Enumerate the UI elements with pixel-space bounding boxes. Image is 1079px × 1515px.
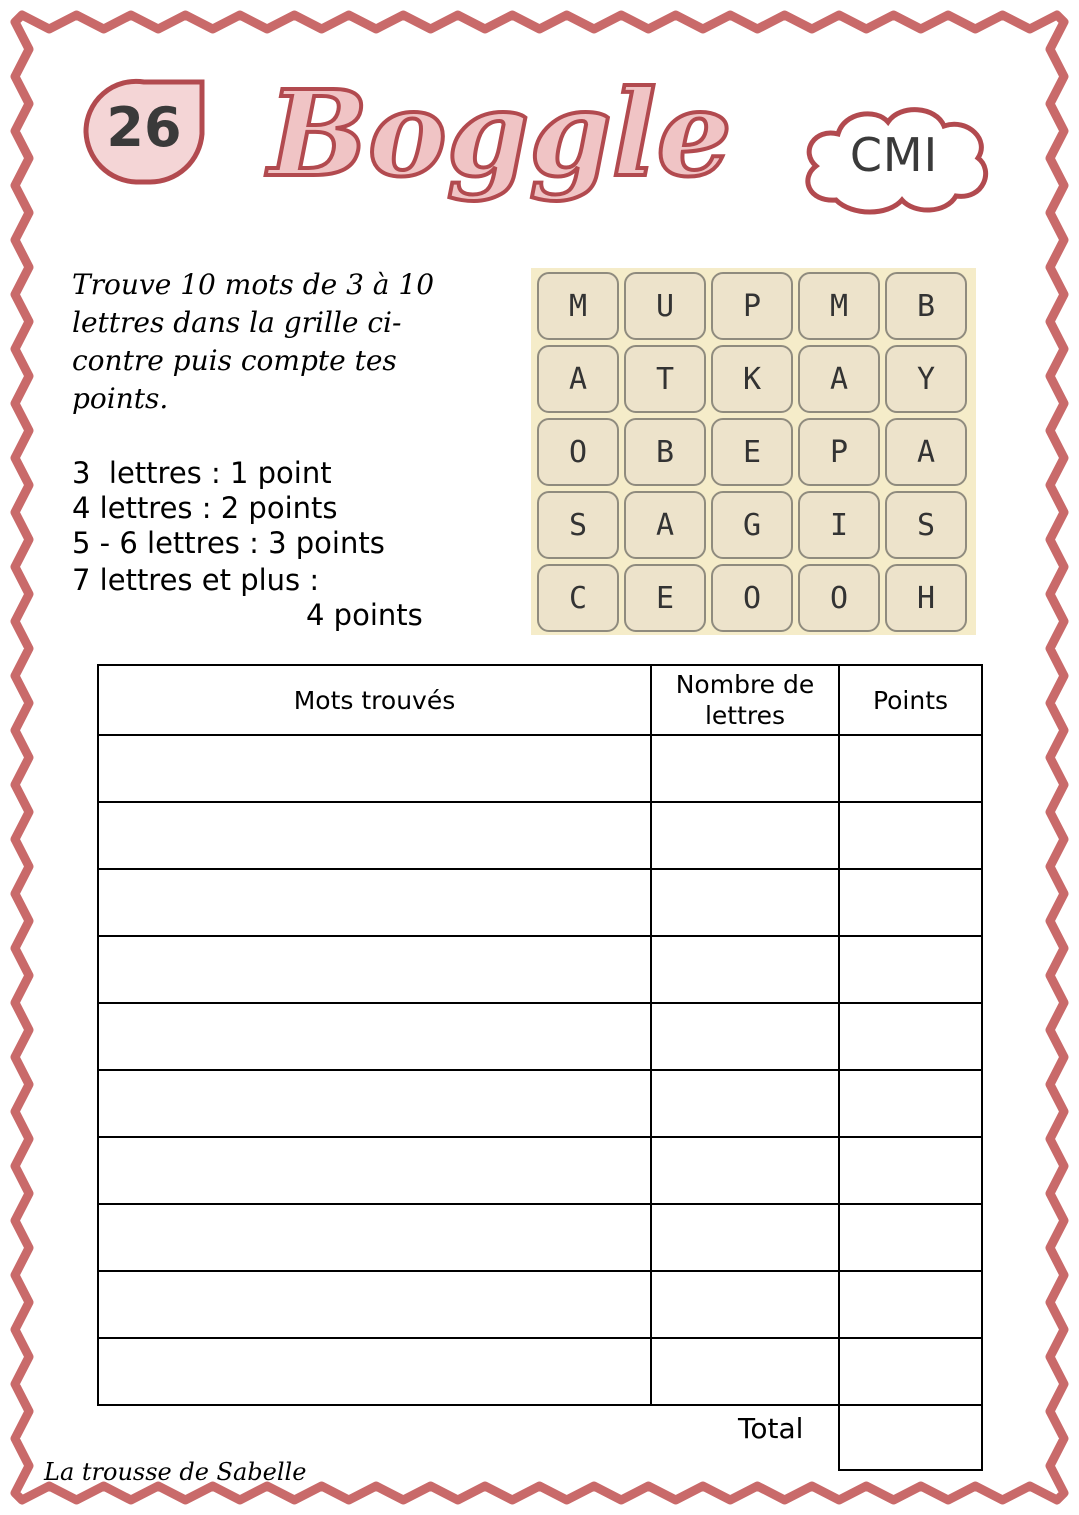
level-label: CMI [849,128,939,182]
letter-tile: I [798,491,880,559]
letter-count-cell[interactable] [651,1338,839,1405]
letter-tile: O [711,564,793,632]
points-cell[interactable] [839,869,982,936]
letter-tile: E [624,564,706,632]
header-letter-count-line2: lettres [704,701,786,730]
table-row [98,1204,982,1271]
badge-number: 26 [106,96,182,159]
letter-count-cell[interactable] [651,735,839,802]
word-cell[interactable] [98,1204,651,1271]
letter-count-cell[interactable] [651,936,839,1003]
letter-tile: G [711,491,793,559]
word-cell[interactable] [98,1338,651,1405]
boggle-title [260,55,740,225]
letter-count-cell[interactable] [651,1070,839,1137]
table-row [98,1070,982,1137]
table-row [98,936,982,1003]
letter-tile: T [624,345,706,413]
letter-tile: A [624,491,706,559]
points-cell[interactable] [839,1003,982,1070]
letter-tile: B [885,272,967,340]
table-row [98,1338,982,1405]
scoring-rule: 4 lettres : 2 points [72,491,338,525]
table-row [98,869,982,936]
points-cell[interactable] [839,1070,982,1137]
scoring-rule: 3 lettres : 1 point [72,456,332,490]
total-label: Total [738,1412,804,1445]
word-cell[interactable] [98,1070,651,1137]
letter-count-cell[interactable] [651,802,839,869]
level-cloud [796,100,996,220]
letter-tile: Y [885,345,967,413]
instruction-line: lettres dans la grille ci- [72,306,402,339]
word-cell[interactable] [98,869,651,936]
scoring-rule: 7 lettres et plus : [72,563,320,597]
scoring-rule: 4 points [306,598,423,632]
table-row [98,735,982,802]
letter-grid [531,268,976,635]
points-cell[interactable] [839,1271,982,1338]
scoring-rules [72,456,472,633]
header-letter-count-line1: Nombre de [675,670,815,699]
instruction-line: contre puis compte tes [72,344,397,377]
word-cell[interactable] [98,802,651,869]
letter-tile: P [711,272,793,340]
letter-count-cell[interactable] [651,869,839,936]
points-cell[interactable] [839,936,982,1003]
header-points: Points [839,665,982,735]
letter-count-cell[interactable] [651,1003,839,1070]
instruction-line: points. [72,382,169,415]
letter-tile: A [798,345,880,413]
word-cell[interactable] [98,735,651,802]
points-cell[interactable] [839,1338,982,1405]
word-cell[interactable] [98,1271,651,1338]
letter-tile: M [798,272,880,340]
letter-tile: H [885,564,967,632]
points-cell[interactable] [839,802,982,869]
letter-count-cell[interactable] [651,1271,839,1338]
word-cell[interactable] [98,936,651,1003]
letter-tile: S [885,491,967,559]
points-cell[interactable] [839,1204,982,1271]
letter-count-cell[interactable] [651,1204,839,1271]
letter-tile: M [537,272,619,340]
header-letter-count [651,665,839,735]
table-row [98,1003,982,1070]
number-badge [82,78,206,186]
table-row [98,1137,982,1204]
table-row [98,1271,982,1338]
answer-table [97,664,983,1406]
letter-tile: P [798,418,880,486]
letter-tile: A [885,418,967,486]
scoring-rule: 5 - 6 lettres : 3 points [72,526,385,560]
points-cell[interactable] [839,1137,982,1204]
letter-tile: B [624,418,706,486]
letter-tile: O [798,564,880,632]
points-cell[interactable] [839,735,982,802]
letter-tile: K [711,345,793,413]
word-cell[interactable] [98,1137,651,1204]
letter-tile: E [711,418,793,486]
table-row [98,802,982,869]
letter-tile: U [624,272,706,340]
letter-tile: O [537,418,619,486]
instruction-line: Trouve 10 mots de 3 à 10 [72,268,435,301]
footer-credit: La trousse de Sabelle [44,1458,307,1486]
total-cell[interactable] [838,1401,983,1471]
word-cell[interactable] [98,1003,651,1070]
title-text: Boggle [268,64,732,203]
instructions [72,266,472,418]
header-words: Mots trouvés [98,665,651,735]
letter-count-cell[interactable] [651,1137,839,1204]
letter-tile: C [537,564,619,632]
letter-tile: A [537,345,619,413]
letter-tile: S [537,491,619,559]
